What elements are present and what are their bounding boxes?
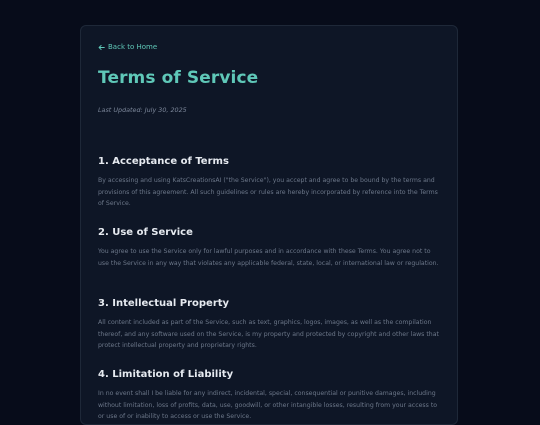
section-body: In no event shall I be liable for any indirect, incidental, special, consequential or punitive damages, including without limitation, loss of profits, data, use, goodwill, or other intangible losses, resulting from your access to or use of or inability to access or use the Service. xyxy=(98,390,438,421)
section-body: All content included as part of the Service, such as text, graphics, logos, images, as well as the compilation thereof, and any software used on the Service, is my property and protected by copyright and other laws that protect intellectual property and proprietary rights. xyxy=(98,319,439,350)
section-body: You agree to use the Service only for lawful purposes and in accordance with these Terms. You agree not to use the Service in any way that violates any applicable federal, state, local, or international law or regulation. xyxy=(98,248,439,267)
last-updated-text: Last Updated: July 30, 2025 xyxy=(98,106,187,114)
section-limitation-of-liability xyxy=(98,369,440,423)
section-heading: 3. Intellectual Property xyxy=(98,298,230,309)
page-title: Terms of Service xyxy=(98,68,259,88)
section-intellectual-property xyxy=(98,298,440,352)
terms-card xyxy=(80,25,458,425)
section-heading: 1. Acceptance of Terms xyxy=(98,156,229,167)
section-heading: 4. Limitation of Liability xyxy=(98,369,234,380)
section-acceptance xyxy=(98,156,440,210)
section-use-of-service xyxy=(98,227,440,269)
section-body: By accessing and using KatsCreationsAI ("the Service"), you accept and agree to be bound by the terms and provisions of this agreement. All such guidelines or rules are hereby incorporated by reference into the Terms of Service. xyxy=(98,177,438,208)
section-heading: 2. Use of Service xyxy=(98,227,193,238)
back-to-home-link[interactable] xyxy=(98,43,157,51)
back-link-label: Back to Home xyxy=(108,43,158,51)
arrow-left-icon xyxy=(98,44,105,51)
